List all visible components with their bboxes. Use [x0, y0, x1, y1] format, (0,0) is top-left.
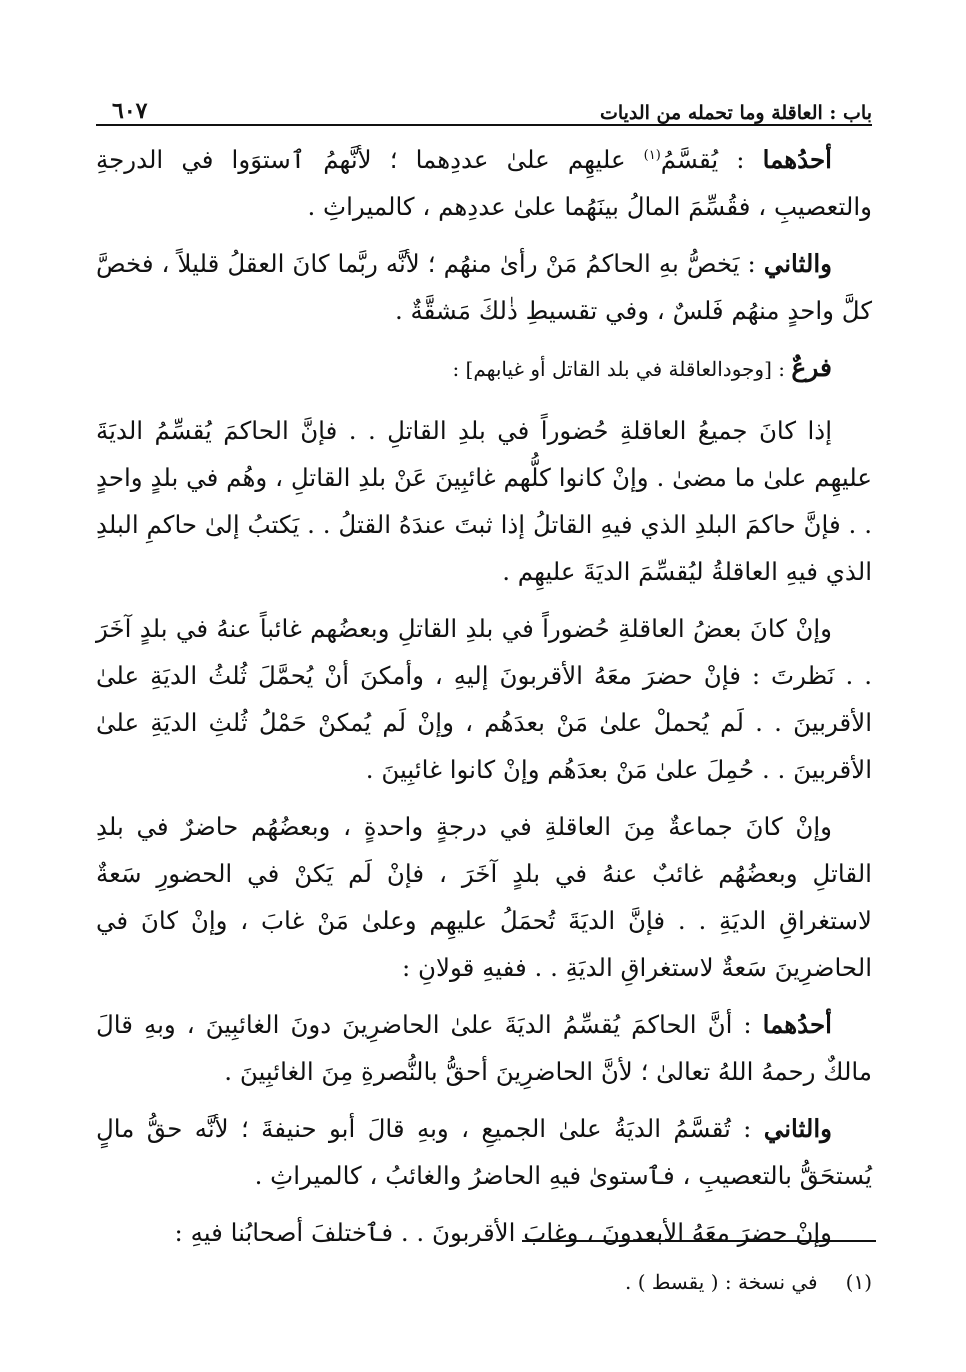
running-title: باب : العاقلة وما تحمله من الديات	[599, 102, 872, 124]
footnote-separator	[522, 1240, 876, 1242]
paragraph-lead: أحدُهما	[762, 1010, 832, 1039]
paragraph: وإنْ كانَ بعضُ العاقلةِ حُضوراً في بلدِ القاتلِ وبعضُهم غائباً عنهُ في بلدٍ آخَرَ . . نَظرتَ : فإنْ حضرَ معَهُ الأقربونَ إليهِ ، وأمكنَ أنْ يُحمَّلَ ثُلثُ الديَةِ علىٰ الأقربينَ . . لَم يُحملْ علىٰ مَنْ بعدَهُم ، وإنْ لَم يُمكنْ حَمْلُ ثُلثِ الديَةِ علىٰ الأقربينَ . . حُمِلَ علىٰ مَنْ بعدَهُم وإنْ كانوا غائبِينَ .	[96, 614, 872, 784]
paragraph: وإنْ حضرَ معَهُ الأبعدونَ ، وغابَ الأقربونَ . . فٱختلفَ أصحابُنا فيهِ :	[174, 1218, 832, 1247]
section-heading	[96, 344, 872, 393]
paragraph: وإنْ كانَ جماعةٌ مِنَ العاقلةِ في درجةٍ واحدةٍ ، وبعضُهُم حاضرٌ في بلدِ القاتلِ وبعضُهُم غائبٌ عنهُ في بلدٍ آخَرَ ، فإنْ لَم يَكنْ في الحضورِ سَعةٌ لاستغراقِ الديَةِ . . فإنَّ الديَةَ تُحمَلُ عليهِم وعلىٰ مَنْ غابَ ، وإنْ كانَ في الحاضرِينَ سَعةٌ لاستغراقِ الديَةِ . . ففيهِ قولانِ :	[96, 812, 872, 982]
footnote-number: (١)	[845, 1270, 872, 1294]
footnote	[96, 1262, 872, 1302]
footnote-marker: (١)	[643, 147, 661, 163]
paragraph-text: : يُقسَّمُ	[660, 145, 763, 174]
paragraph: إذا كانَ جميعُ العاقلةِ حُضوراً في بلدِ القاتلِ . . فإنَّ الحاكمَ يُقسِّمُ الديَةَ عليهِم علىٰ ما مضىٰ . وإنْ كانوا كلُّهم غائبِينَ عَنْ بلدِ القاتلِ ، وهُم في بلدٍ واحدٍ . . فإنَّ حاكمَ البلدِ الذي فيهِ القاتلُ إذا ثبتَ عندَهُ القتلُ . . يَكتبُ إلىٰ حاكمِ البلدِ الذي فيهِ العاقلةُ ليُقسِّمَ الديَةَ عليهِم .	[96, 416, 872, 586]
paragraph-text: : يَخصُّ بهِ الحاكمُ مَنْ رأىٰ منهُم ؛ لأنَّه ربَّما كانَ العقلُ قليلاً ، فخصَّ كلَّ واحدٍ منهُم فَلسٌ ، وفي تقسيطِ ذٰلكَ مَشقَّةٌ .	[96, 249, 872, 325]
section-heading-lead: فرعٌ	[791, 353, 832, 382]
paragraph-first-opinion	[96, 1001, 872, 1095]
paragraph-text: عليهِم علىٰ عددِهما ؛ لأنَّهمُ ٱستوَوا في الدرجةِ والتعصيبِ ، فقُسِّمَ المالُ بينَهُما علىٰ عددِهم ، كالميراثِ .	[96, 145, 872, 221]
paragraph-first-opinion	[96, 136, 872, 230]
page-number: ٦٠٧	[112, 98, 148, 124]
footnote-text: في نسخة : ( يقسط ) .	[624, 1270, 818, 1294]
paragraph-second-opinion	[96, 1105, 872, 1199]
paragraph-second-opinion	[96, 240, 872, 334]
page-header	[96, 88, 872, 126]
paragraph-lead: أحدُهما	[762, 145, 832, 174]
page-body	[96, 136, 872, 1256]
page	[96, 88, 872, 1266]
paragraph-lead: والثاني	[763, 1114, 832, 1143]
paragraph-text: : أنَّ الحاكمَ يُقسِّمُ الديَةَ علىٰ الحاضرِينَ دونَ الغائبِينَ ، وبهِ قالَ مالكٌ رحمهُ اللهُ تعالىٰ ؛ لأنَّ الحاضرِينَ أحقُّ بالنُّصرةِ مِنَ الغائبِينَ .	[96, 1010, 872, 1086]
paragraph-text: : تُقسَّمُ الديَةُ علىٰ الجميعِ ، وبهِ قالَ أبو حنيفةَ ؛ لأنَّه حقُّ مالٍ يُستحَقُّ بالتعصيبِ ، فٱستوىٰ فيهِ الحاضرُ والغائبُ ، كالميراثِ .	[96, 1114, 872, 1190]
paragraph-lead: والثاني	[763, 249, 832, 278]
section-heading-title: : [وجودالعاقلة في بلد القاتل أو غيابهم] :	[452, 357, 792, 381]
